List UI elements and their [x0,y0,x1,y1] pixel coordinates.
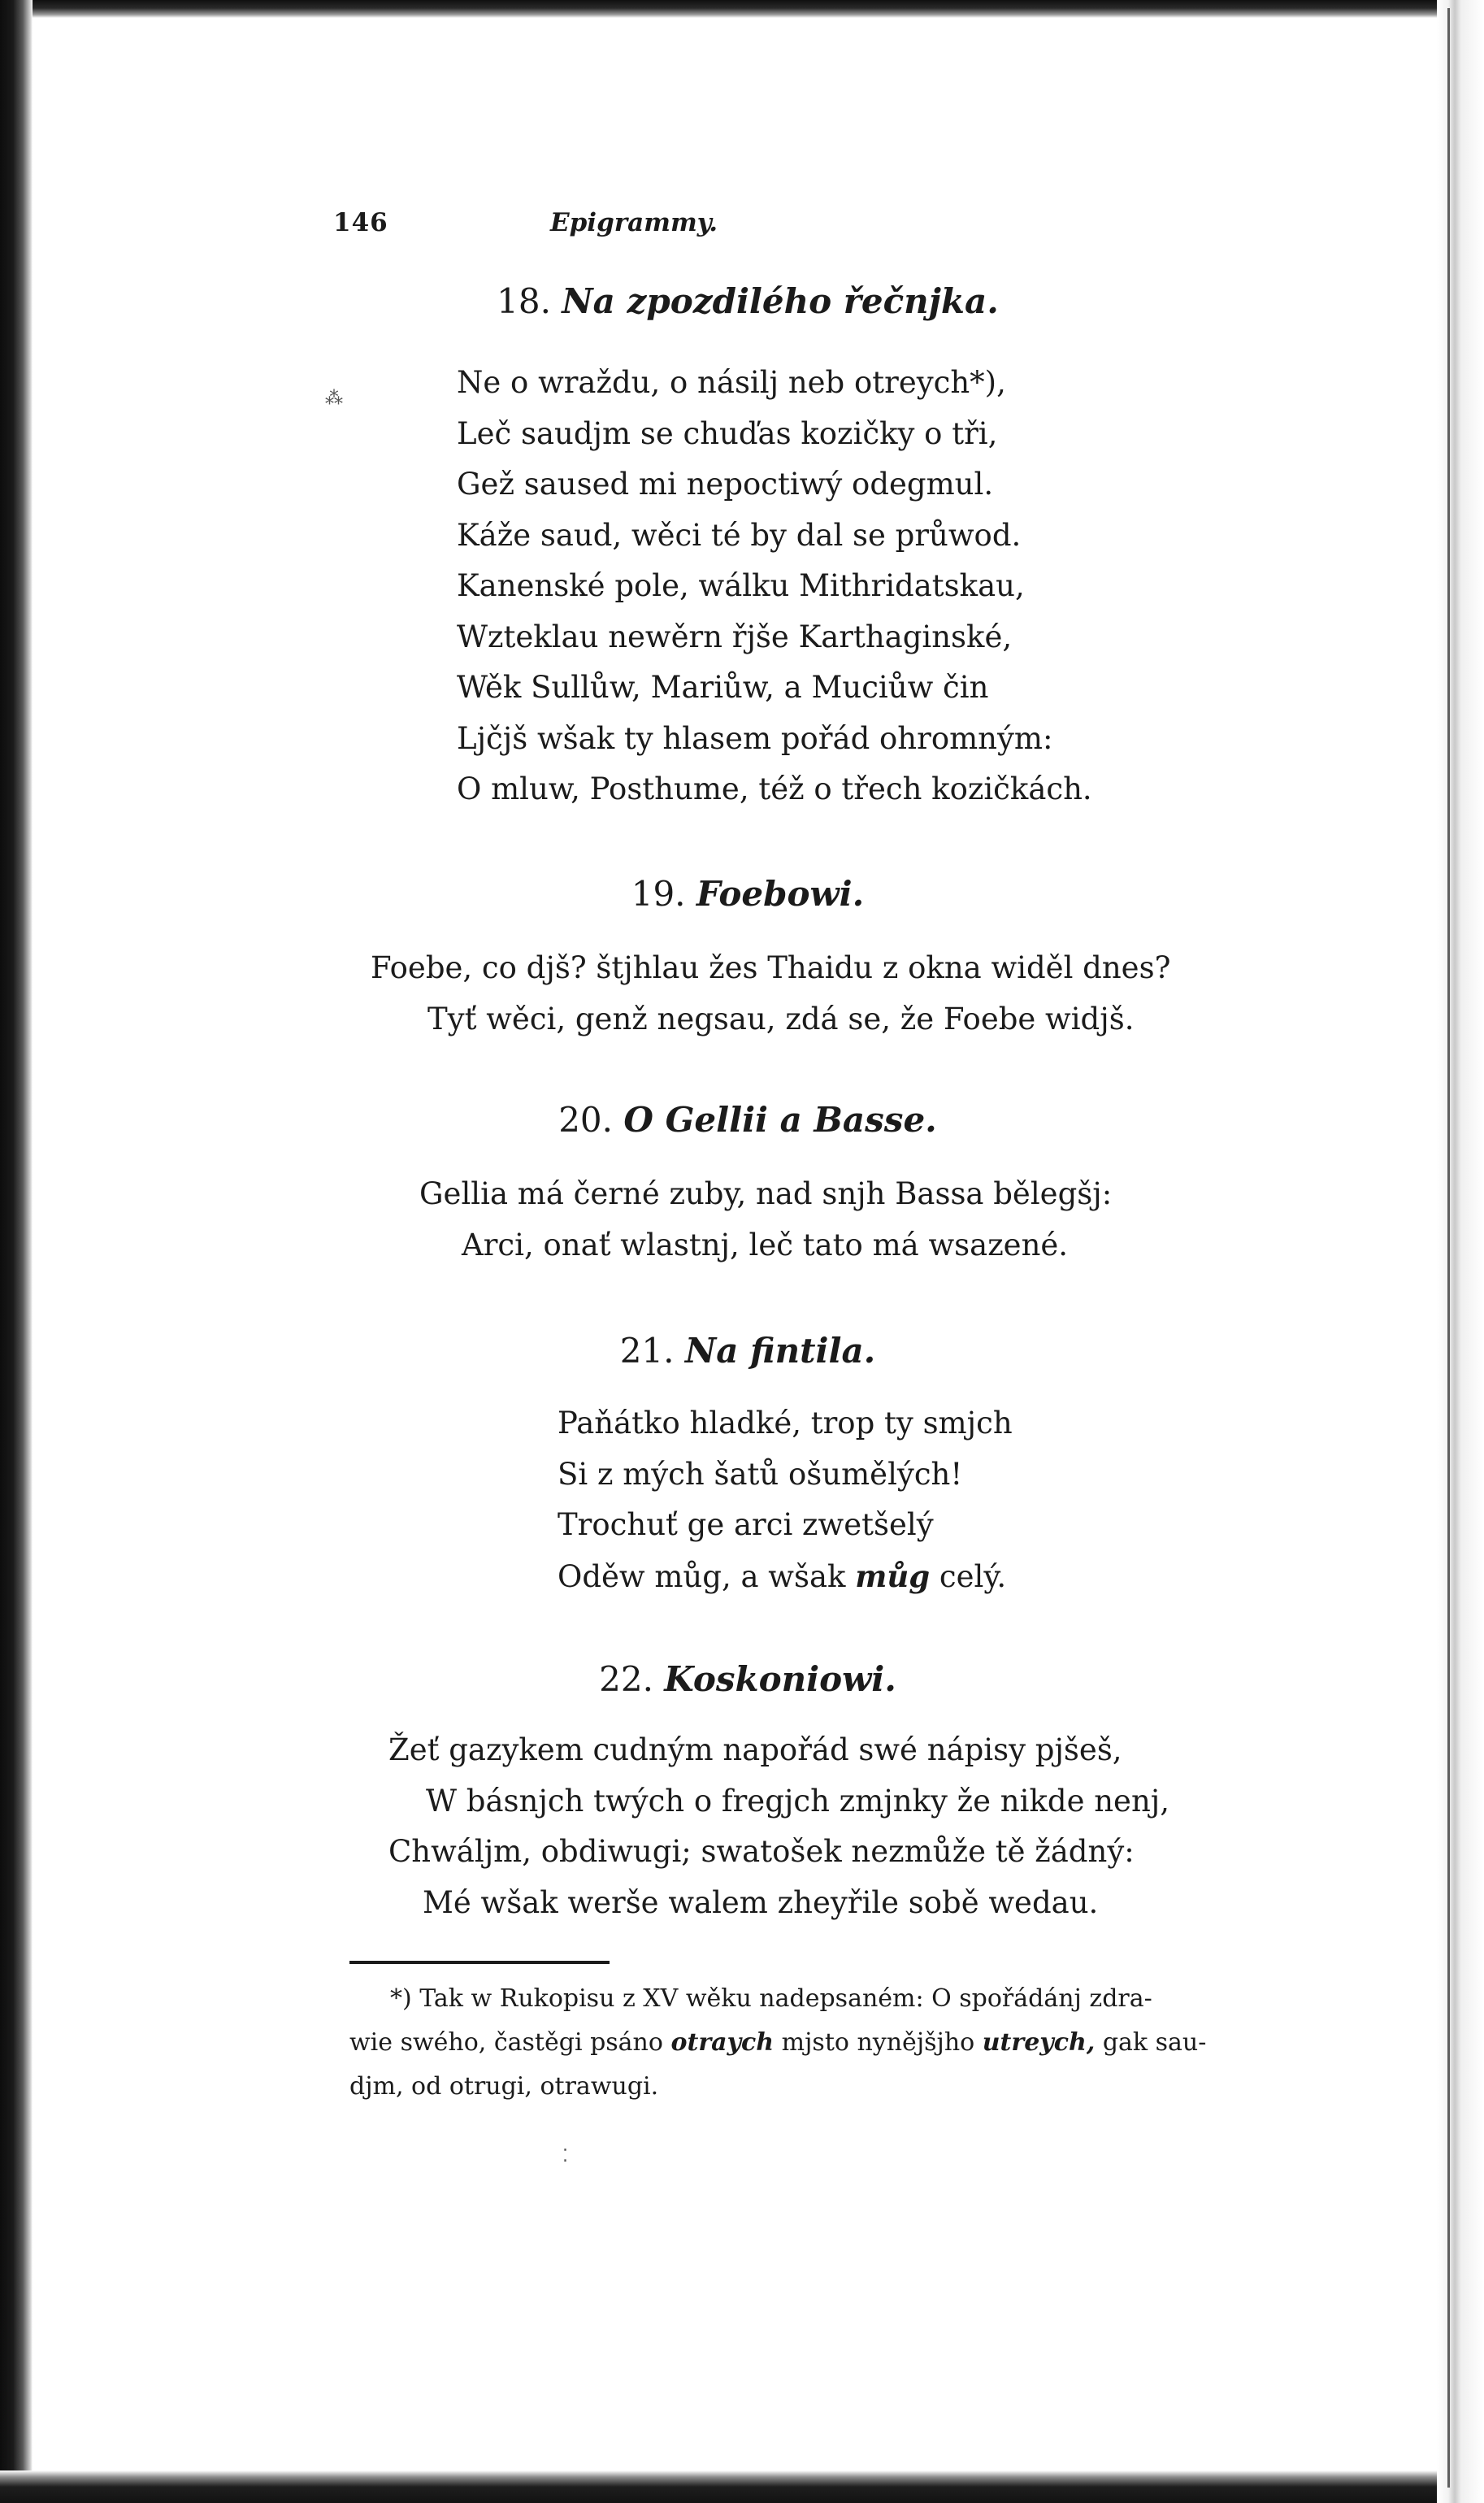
footnote-text: wie swého, častěgi psáno [349,2028,663,2057]
epigram-number: 18. [497,281,551,321]
verse-line: Trochuť ge arci zwetšelý [558,1507,934,1542]
verse-line: Žeť gazykem cudným napořád swé nápisy pjšeš, [388,1732,1122,1767]
verse-line: Tyť wěci, genž negsau, zdá se, že Foebe widjš. [427,1001,1135,1036]
footnote-line: *) Tak w Rukopisu z XV wěku nadepsaném: O spořádánj zdra- [390,1984,1152,2013]
running-head-title: Epigrammy. [549,208,718,237]
running-head [333,208,935,249]
epigram-title: Foebowi. [696,874,865,914]
verse-line: Paňátko hladké, trop ty smjch [558,1406,1013,1441]
verse-line: O mluw, Posthume, též o třech kozičkách. [457,771,1092,806]
epigram-number: 22. [599,1659,653,1699]
verse-line: Si z mých šatů ošumělých! [558,1456,963,1492]
epigram-21-heading [244,1330,1252,1372]
footnote-line: djm, od otrugi, otrawugi. [349,2072,659,2101]
verse-line: Kanenské pole, wálku Mithridatskau, [457,568,1025,603]
verse-line [558,1551,1013,1602]
epigram-title: Na zpozdilého řečnjka. [562,281,999,321]
verse-text: celý. [939,1558,1007,1594]
verse-line: Arci, onať wlastnj, leč tato má wsazené. [462,1227,1069,1262]
verse-line: Gež saused mi nepoctiwý odegmul. [457,467,994,502]
footnote-line [349,2021,1341,2065]
verse-line: Wěk Sullůw, Mariůw, a Muciůw čin [457,670,989,705]
verse-line: Wzteklau newěrn řjše Karthaginské, [457,619,1013,654]
epigram-18-body [457,358,1092,815]
ink-speck: ⁂ [325,389,343,409]
ink-speck: ⁚ [562,2146,568,2166]
footnote-italic: utreych, [982,2028,1096,2057]
epigram-number: 19. [631,874,686,914]
epigram-19-heading [244,873,1252,915]
italic-word: můg [855,1558,931,1594]
epigram-number: 20. [558,1100,613,1140]
epigram-22-body [388,1725,1169,1928]
verse-line: Ne o wraždu, o násilj neb otreych*), [457,365,1006,400]
footnote-rule [349,1961,610,1964]
epigram-title: O Gellii a Basse. [623,1100,937,1140]
epigram-19-body [371,943,1170,1045]
verse-line: Mé wšak werše walem zheyřile sobě wedau. [423,1884,1099,1920]
verse-line: Gellia má černé zuby, nad snjh Bassa bělegšj: [419,1176,1113,1211]
verse-line: Chwáljm, obdiwugi; swatošek nezmůže tě žádný: [388,1834,1135,1869]
verse-line: Leč saudjm se chuďas kozičky o tři, [457,415,998,451]
epigram-number: 21. [619,1331,675,1371]
verse-line: Ljčjš wšak ty hlasem pořád ohromným: [457,720,1053,756]
epigram-22-heading [244,1658,1252,1701]
verse-line: Káže saud, wěci té by dal se průwod. [457,517,1022,553]
verse-line: Foebe, co djš? štjhlau žes Thaidu z okna widěl dnes? [371,950,1171,985]
epigram-20-heading [244,1099,1252,1141]
epigram-18-heading [244,280,1252,323]
footnote-text: mjsto nynějšjho [781,2028,975,2057]
footnote [349,1977,1341,2109]
page-number: 146 [333,208,388,237]
epigram-title: Na fintila. [684,1331,876,1371]
footnote-italic: otraych [670,2028,775,2057]
footnote-text: gak sau- [1102,2028,1207,2057]
verse-line: W básnjch twých o fregjch zmjnky že nikde nenj, [426,1783,1170,1819]
epigram-21-body [558,1398,1013,1601]
epigram-20-body [419,1169,1112,1271]
verse-text: Oděw můg, a wšak [558,1558,846,1594]
epigram-title: Koskoniowi. [664,1659,896,1699]
